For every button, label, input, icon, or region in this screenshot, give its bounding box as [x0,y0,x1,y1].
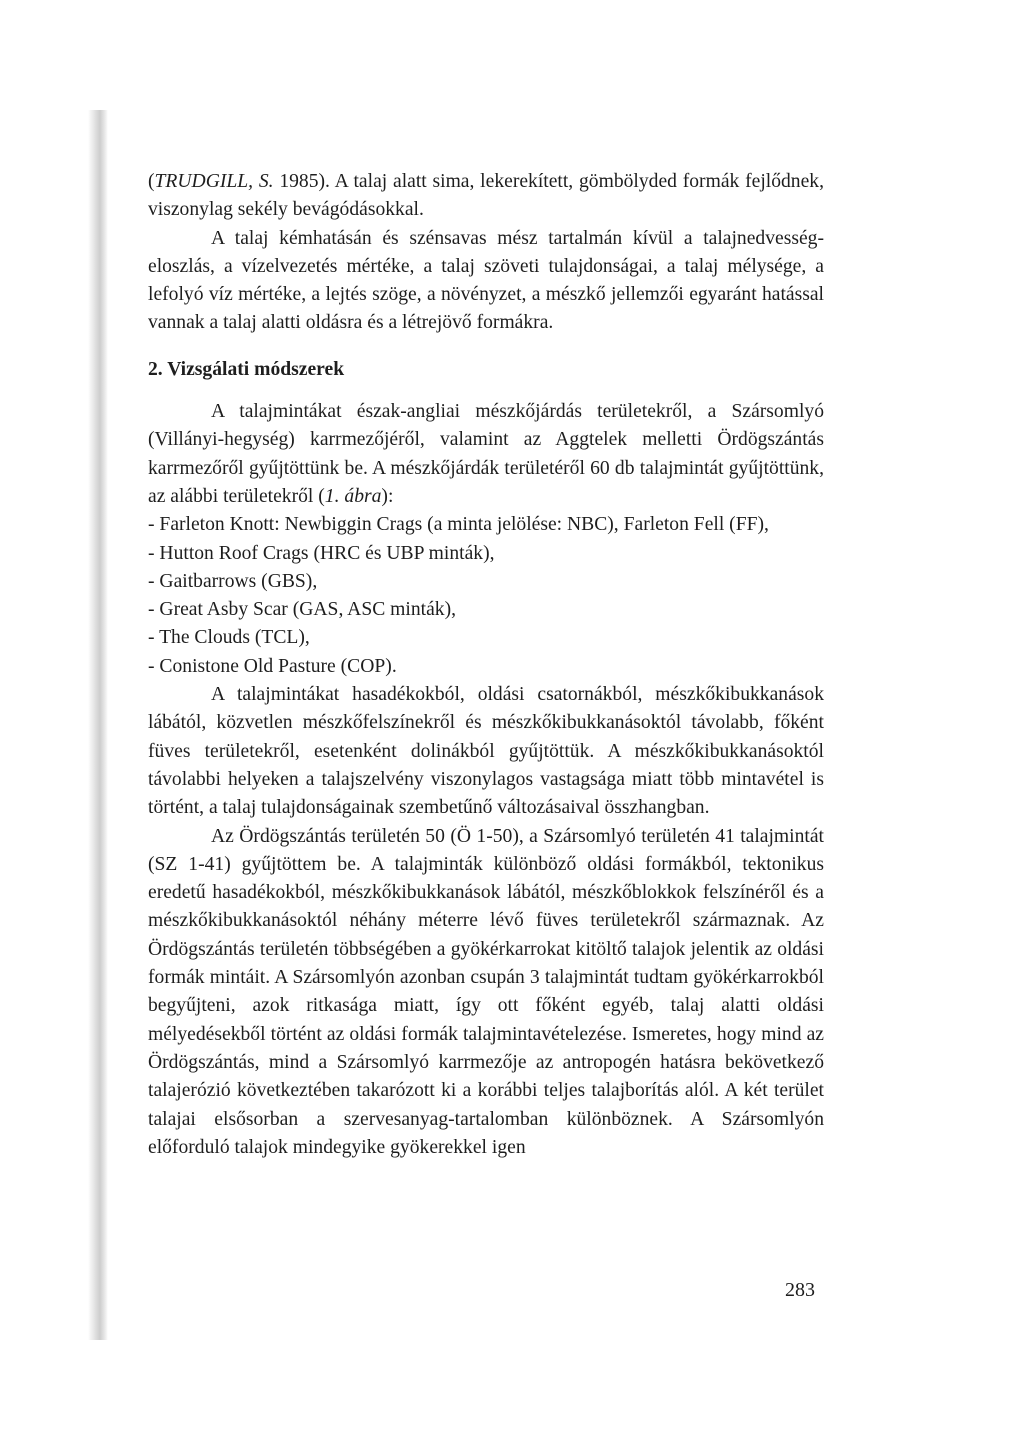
paragraph-intro: (TRUDGILL, S. 1985). A talaj alatt sima, lekerekített, gömbölyded formák fejlődnek, viszonylag sekély bevágódásokkal. [148,171,824,221]
paragraph-ordogszantas: Az Ördögszántás területén 50 (Ö 1-50), a Szársomlyó területén 41 talajmintát (SZ 1-41) gyűjtöttem be. A talajminták különböző oldási formákból, tektonikus eredetű hasadékokból, mészkőkibukkanások lábától, mészkőblokkok felszínéről és a mészkőkibukkanásoktól néhány méterre lévő füves területekről származnak. Az Ördögszántás területén többségében a gyökérkarrokat kitöltő talajok jelentik az oldási formák mintáit. A Szársomlyón azonban csupán 3 talajmintát tudtam gyökérkarrokból begyűjteni, azok ritkasága miatt, így ott főként egyéb, talaj alatti oldási mélyedésekből történt az oldási formák talajmintavételezése. Ismeretes, hogy mind az Ördögszántás, mind a Szársomlyó karrmezője az antropogén hatásra bekövetkező talajerózió következtében takarózott ki a korábbi teljes talajborítás alól. A két terület talajai elsősorban a szervesanyag-tartalomban különböznek. A Szársomlyón előforduló talajok mindegyike gyökerekkel igen [148,825,824,1158]
page-number: 283 [785,1279,815,1301]
list-item: - The Clouds (TCL), [148,627,310,649]
figure-reference: 1. ábra [324,485,382,507]
paragraph-factors: A talaj kémhatásán és szénsavas mész tartalmán kívül a talajnedvesség-eloszlás, a vízelvezetés mértéke, a talaj szöveti tulajdonságai, a talaj mélysége, a lefolyó víz mértéke, a lejtés szöge, a növényzet, a mészkő jellemzői egyaránt hatással vannak a talaj alatti oldásra és a létrejövő formákra. [148,227,824,334]
list-item: - Hutton Roof Crags (HRC és UBP minták), [148,542,495,564]
page-body [148,168,824,1162]
list-item: - Conistone Old Pasture (COP). [148,655,397,677]
list-item: - Farleton Knott: Newbiggin Crags (a minta jelölése: NBC), Farleton Fell (FF), [148,514,769,536]
list-item: - Great Asby Scar (GAS, ASC minták), [148,599,457,621]
citation-author: TRUDGILL, S. [154,171,274,192]
list-item: - Gaitbarrows (GBS), [148,570,318,592]
scan-binding-shadow [88,110,108,1340]
methods-text: A talajmintákat észak-angliai mészkőjárdás területekről, a Szársomlyó (Villányi-hegység) karrmezőjéről, valamint az Aggtelek melletti Ördögszántás karrmezőről gyűjtöttünk be. A mészkőjárdák területéről 60 db talajmintát gyűjtöttünk, az alábbi területekről ( [148,401,824,507]
paragraph-sampling: A talajmintákat hasadékokból, oldási csatornákból, mészkőkibukkanások lábától, közvetlen mészkőfelszínekről és mészkőkibukkanásoktól távolabb, főként füves területekről, esetenként dolinákból gyűjtöttük. A mészkőkibukkanásoktól távolabbi helyeken a talajszelvény viszonylagos vastagsága miatt több mintavétel is történt, a talaj tulajdonságainak szembetűnő változásaival összhangban. [148,684,824,819]
methods-text-end: ): [381,485,394,507]
section-heading: 2. Vizsgálati módszerek [148,358,345,380]
paragraph-methods [148,398,824,511]
intro-text: 1985). A talaj alatt sima, lekerekített, gömbölyded formák fejlődnek, viszonylag sekély bevágódásokkal. [148,171,824,221]
